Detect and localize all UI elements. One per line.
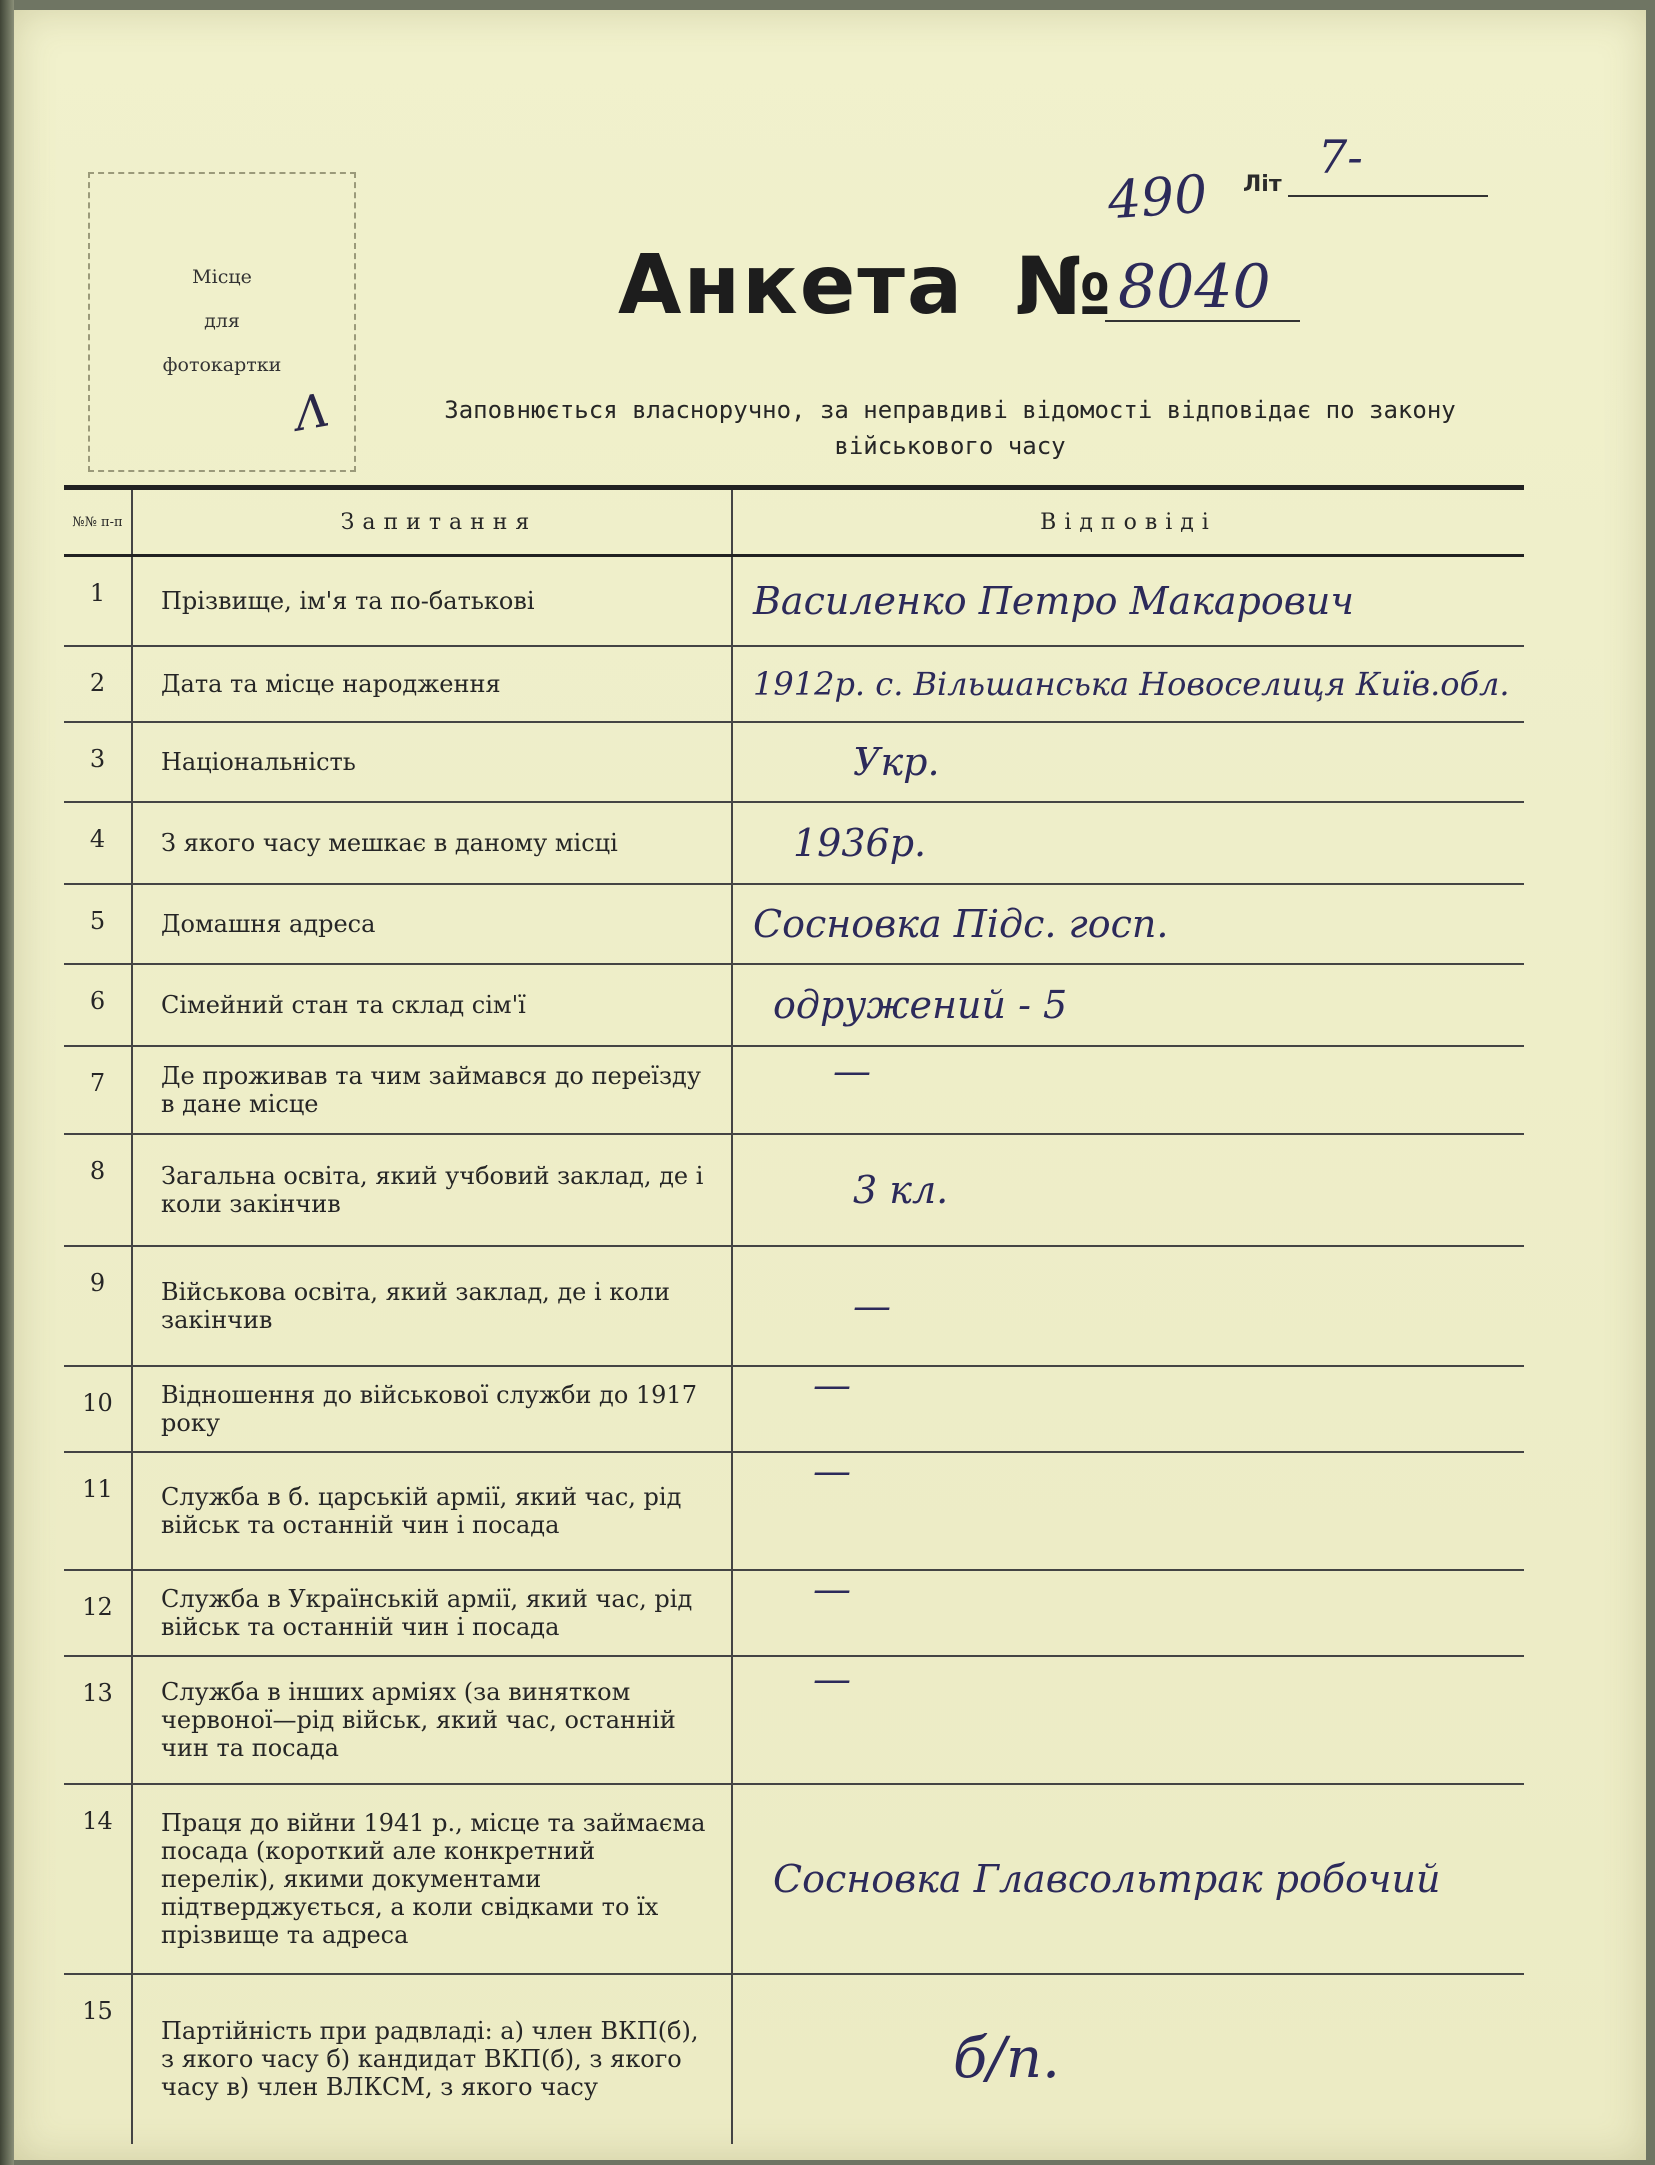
row-question: Де проживав та чим займався до переїзду в дане місце [132, 1046, 732, 1134]
row-question: З якого часу мешкає в даному місці [132, 802, 732, 884]
row-answer: — [732, 1366, 1524, 1452]
questionnaire-table [64, 485, 1524, 2144]
form-title: Анкета [618, 238, 965, 333]
row-question: Загальна освіта, який учбовий заклад, де і коли закінчив [132, 1134, 732, 1246]
row-answer: 3 кл. [732, 1134, 1524, 1246]
table-row [64, 1974, 1524, 2144]
row-number: 6 [64, 964, 132, 1046]
row-question: Служба в Українській армії, який час, рід військ та останній чин і посада [132, 1570, 732, 1656]
row-number: 7 [64, 1046, 132, 1134]
table-row [64, 1134, 1524, 1246]
row-number: 8 [64, 1134, 132, 1246]
row-question: Служба в б. царській армії, який час, рід військ та останній чин і посада [132, 1452, 732, 1570]
row-answer: Сосновка Підс. госп. [732, 884, 1524, 964]
form-number: 8040 [1118, 252, 1271, 322]
row-answer: б/п. [953, 2026, 1060, 2091]
row-number: 11 [64, 1452, 132, 1570]
col-num-header: №№ п-п [64, 488, 132, 556]
row-question: Партійність при радвладі: а) член ВКП(б), з якого часу б) кандидат ВКП(б), з якого часу в) член ВЛКСМ, з якого часу [132, 1974, 732, 2144]
row-number: 3 [64, 722, 132, 802]
row-answer: — [732, 1046, 1524, 1134]
row-answer: одружений - 5 [732, 964, 1524, 1046]
lit-value: 7- [1318, 130, 1363, 184]
sheet-number: 490 [1106, 164, 1210, 232]
photo-handwritten-mark: Λ [290, 382, 333, 442]
form-subtitle: Заповнюється власноручно, за неправдиві відомості відповідає по закону військового часу [444, 396, 1456, 460]
row-answer: Сосновка Главсольтрак робочий [732, 1784, 1524, 1974]
row-answer: — [732, 1656, 1524, 1784]
table-row [64, 802, 1524, 884]
table-row [64, 1570, 1524, 1656]
table-row [64, 1366, 1524, 1452]
row-answer: Василенко Петро Макарович [732, 556, 1524, 646]
col-question-header: Запитання [132, 488, 732, 556]
row-number: 12 [64, 1570, 132, 1656]
table-row [64, 964, 1524, 1046]
table-row [64, 1656, 1524, 1784]
table-row [64, 646, 1524, 722]
table-row [64, 556, 1524, 646]
form-number-underline [1105, 320, 1300, 322]
table-header-row [64, 488, 1524, 556]
row-answer: — [732, 1452, 1524, 1570]
row-question: Відношення до військової служби до 1917 року [132, 1366, 732, 1452]
row-number: 10 [64, 1366, 132, 1452]
row-question: Сімейний стан та склад сім'ї [132, 964, 732, 1046]
number-sign: № [1015, 240, 1112, 333]
row-answer: 1912р. с. Вільшанська Новоселиця Київ.обл. [732, 646, 1524, 722]
row-number: 4 [64, 802, 132, 884]
row-number: 9 [64, 1246, 132, 1366]
row-number: 13 [64, 1656, 132, 1784]
row-number: 14 [64, 1784, 132, 1974]
row-answer: — [732, 1570, 1524, 1656]
table-row [64, 1046, 1524, 1134]
table-row [64, 1452, 1524, 1570]
row-question: Національність [132, 722, 732, 802]
col-answer-header: Відповіді [732, 488, 1524, 556]
table-row [64, 722, 1524, 802]
photo-label-line: Місце [192, 266, 252, 289]
row-answer: — [732, 1246, 1524, 1366]
table-row [64, 1784, 1524, 1974]
lit-field [1243, 172, 1488, 197]
lit-label: Літ [1243, 172, 1282, 197]
row-question: Прізвище, ім'я та по-батькові [132, 556, 732, 646]
table-row [64, 884, 1524, 964]
row-question: Дата та місце народження [132, 646, 732, 722]
row-number: 5 [64, 884, 132, 964]
table-row [64, 1246, 1524, 1366]
row-answer: Укр. [732, 722, 1524, 802]
row-question: Домашня адреса [132, 884, 732, 964]
photo-label-line: для [204, 310, 240, 333]
row-question: Військова освіта, який заклад, де і коли закінчив [132, 1246, 732, 1366]
row-number: 1 [64, 556, 132, 646]
row-number: 2 [64, 646, 132, 722]
row-question: Праця до війни 1941 р., місце та займаєма посада (короткий але конкретний перелік), якими документами підтверджується, а коли свідками то їх прізвище та адреса [132, 1784, 732, 1974]
row-answer: 1936р. [732, 802, 1524, 884]
row-number: 15 [64, 1974, 132, 2144]
photo-label-line: фотокартки [162, 353, 282, 376]
binding-edge [0, 0, 14, 2165]
row-question: Служба в інших арміях (за винятком червоної—рід військ, який час, останній чин та посада [132, 1656, 732, 1784]
